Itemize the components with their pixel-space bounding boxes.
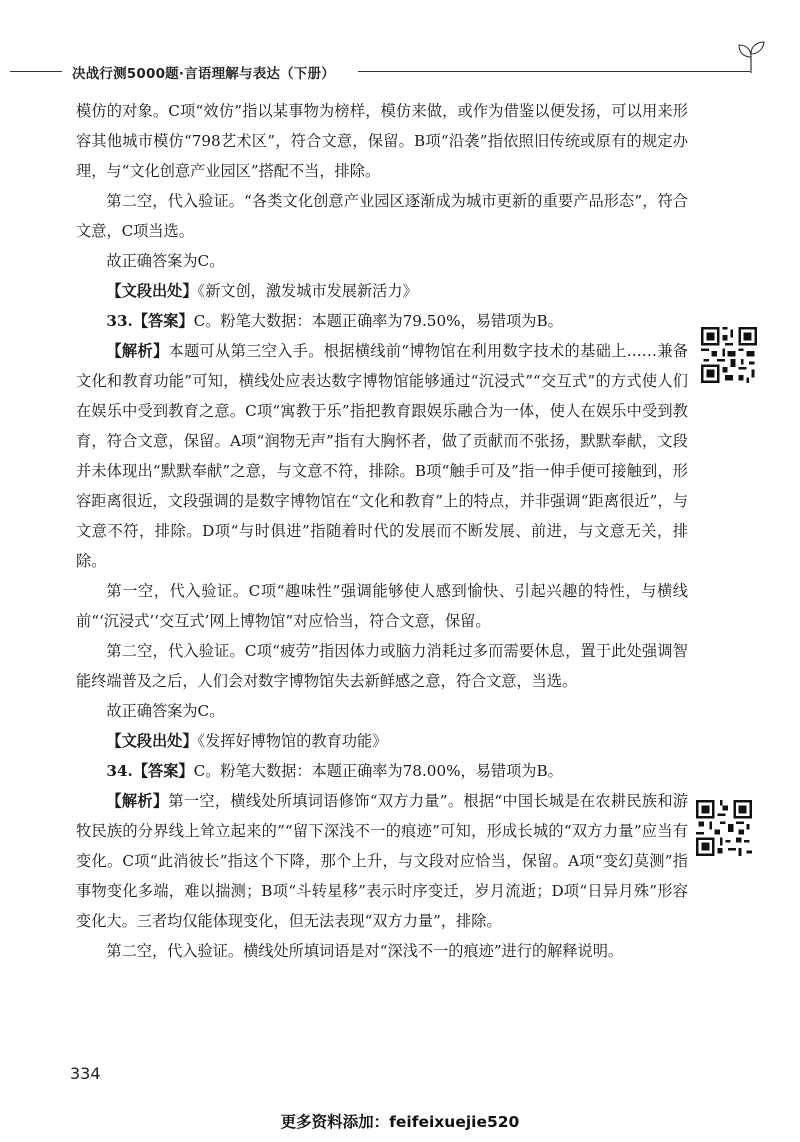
tag-label: 答案 [148, 762, 179, 780]
running-header [10, 62, 762, 82]
qr-code-icon [701, 327, 757, 383]
footer-note: 更多资料添加：feifeixuejie520 [280, 1113, 520, 1131]
paragraph-7: 第一空，代入验证。C项“趣味性”强调能够使人感到愉快、引起兴趣的特性，与横线前“‘沉浸式’‘交互式’网上博物馆”对应恰当，符合文意，保留。 [76, 582, 688, 630]
tag-label: 文段出处 [121, 732, 183, 750]
header-rule-right [358, 71, 750, 72]
source-note-1: 【文段出处】《新文创，激发城市发展新活力》 [106, 282, 418, 300]
tag-label: 答案 [148, 312, 179, 330]
tag-label: 解析 [121, 792, 153, 810]
paragraph-13: 第二空，代入验证。横线处所填词语是对“深浅不一的痕迹”进行的解释说明。 [106, 942, 624, 960]
body-text [76, 96, 688, 966]
page-number: 334 [70, 1064, 101, 1083]
answer-33: 33.【答案】C。粉笔大数据：本题正确率为79.50%，易错项为B。 [106, 312, 563, 330]
qr-code-icon [696, 800, 752, 856]
paragraph-1: 模仿的对象。C项“效仿”指以某事物为榜样，模仿来做，或作为借鉴以便发扬，可以用来形容其他城市模仿“798艺术区”，符合文意，保留。B项“沿袭”指依照旧传统或原有的规定办理，与“文化创意产业园区”搭配不当，排除。 [76, 102, 688, 180]
book-title: 决战行测5000题·言语理解与表达（下册） [72, 66, 335, 82]
analysis-33: 【解析】本题可从第三空入手。根据横线前“博物馆在利用数字技术的基础上……兼备文化和教育功能”可知，横线处应表达数字博物馆能够通过“沉浸式”“交互式”的方式使人们在娱乐中受到教育之意。C项“寓教于乐”指把教育跟娱乐融合为一体，使人在娱乐中受到教育，符合文意，保留。A项“润物无声”指有大胸怀者，做了贡献而不张扬，默默奉献，文段并未体现出“默默奉献”之意，与文意不符，排除。B项“触手可及”指一伸手便可接触到，形容距离很近，文段强调的是数字博物馆在“文化和教育”上的特点，并非强调“距离很近”，与文意不符，排除。D项“与时俱进”指随着时代的发展而不断发展、前进，与文意无关，排除。 [76, 342, 689, 570]
header-rule-left [10, 71, 62, 72]
sprout-icon [736, 40, 766, 74]
paragraph-3: 故正确答案为C。 [106, 252, 225, 270]
answer-34: 34.【答案】C。粉笔大数据：本题正确率为78.00%，易错项为B。 [106, 762, 563, 780]
paragraph-9: 故正确答案为C。 [106, 702, 225, 720]
paragraph-8: 第二空，代入验证。C项“疲劳”指因体力或脑力消耗过多而需要休息，置于此处强调智能终端普及之后，人们会对数字博物馆失去新鲜感之意，符合文意，当选。 [76, 642, 688, 690]
source-note-2: 【文段出处】《发挥好博物馆的教育功能》 [106, 732, 388, 750]
tag-label: 解析 [121, 342, 153, 360]
paragraph-2: 第二空，代入验证。“各类文化创意产业园区逐渐成为城市更新的重要产品形态”，符合文意，C项当选。 [76, 192, 688, 240]
analysis-34: 【解析】第一空，横线处所填词语修饰“双方力量”。根据“中国长城是在农耕民族和游牧民族的分界线上耸立起来的”“留下深浅不一的痕迹”可知，形成长城的“双方力量”应当有变化。C项“此消彼长”指这个下降，那个上升，与文段对应恰当，保留。A项“变幻莫测”指事物变化多端，难以揣测；B项“斗转星移”表示时序变迁，岁月流逝；D项“日异月殊”形容变化大。三者均仅能体现变化，但无法表现“双方力量”，排除。 [76, 792, 689, 930]
tag-label: 文段出处 [121, 282, 183, 300]
